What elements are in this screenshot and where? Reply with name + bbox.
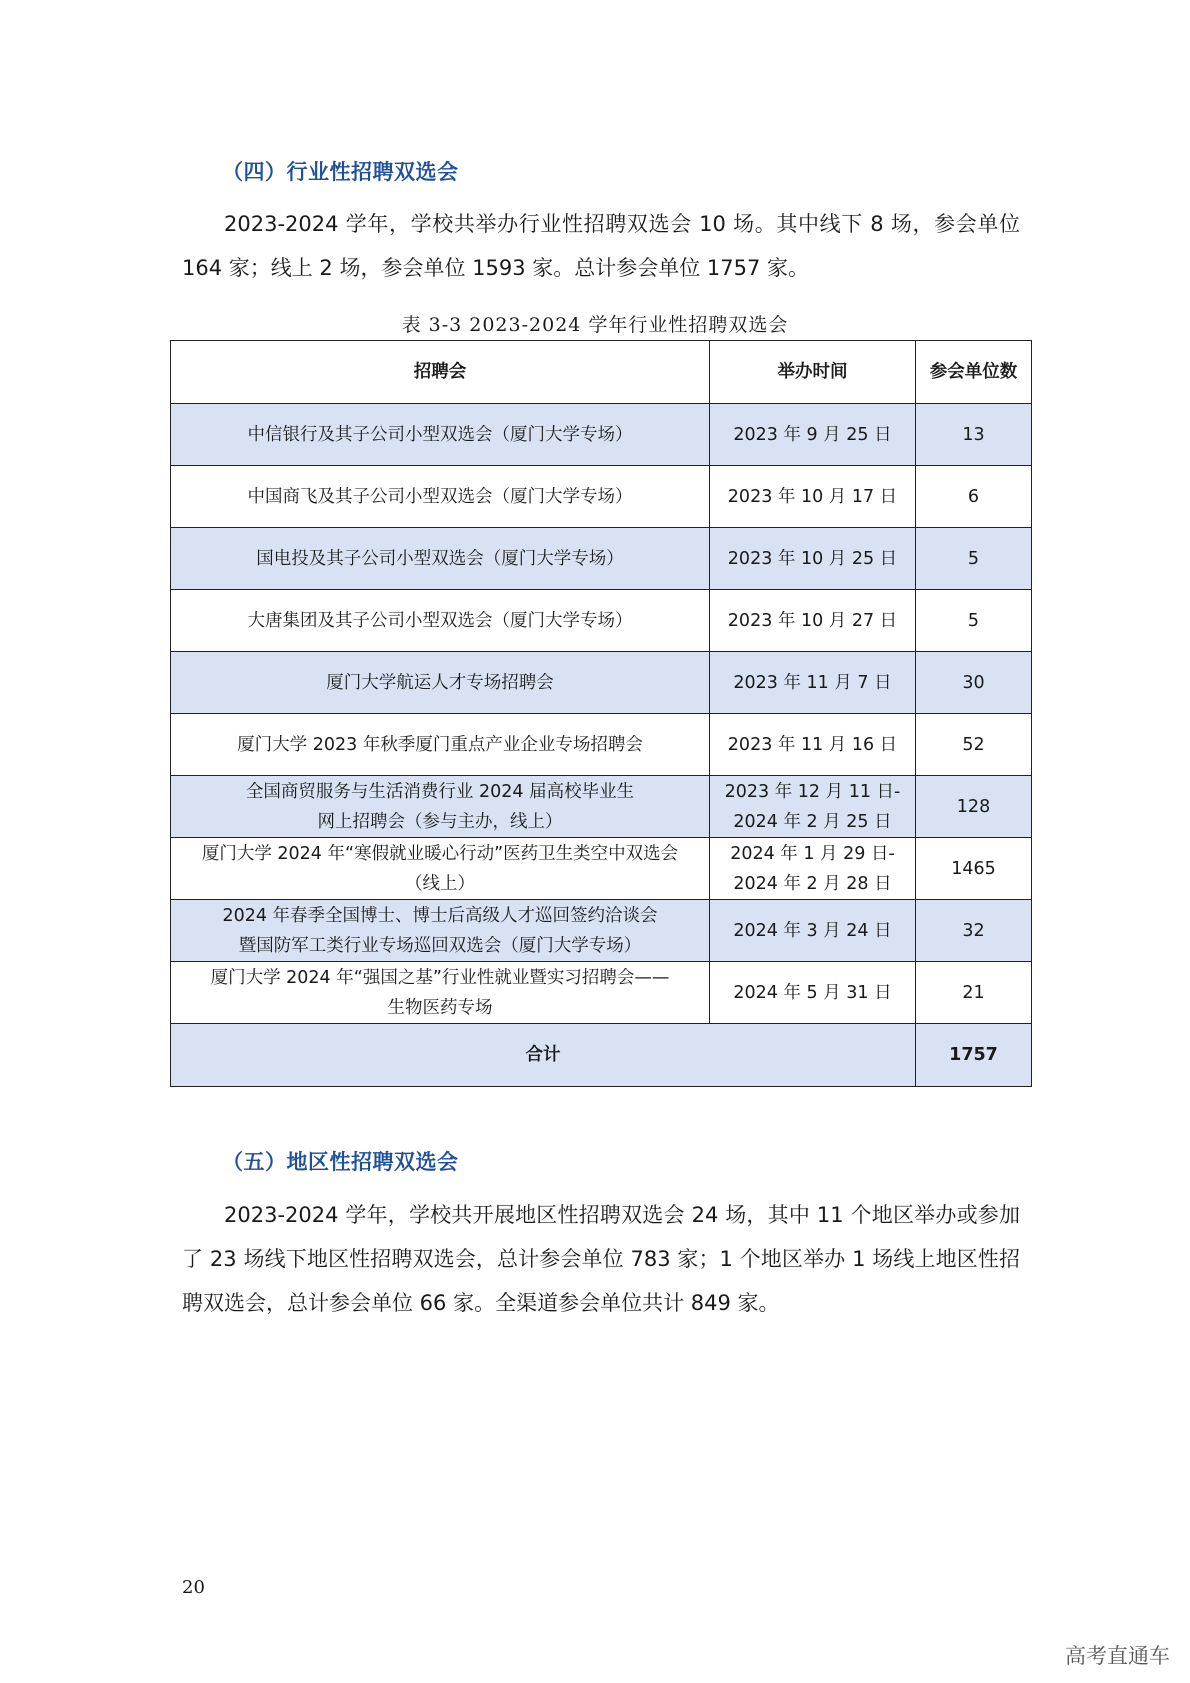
count-cell: 32 [916, 900, 1032, 962]
date-cell-line: 2024 年 1 月 29 日- [730, 843, 895, 864]
watermark: 高考直通车 [1065, 1644, 1170, 1668]
header-date: 举办时间 [710, 341, 916, 404]
count-cell: 21 [916, 962, 1032, 1024]
date-cell-line: 2023 年 10 月 17 日 [727, 486, 898, 507]
total-label: 合计 [171, 1024, 916, 1087]
date-cell-line: 2023 年 10 月 27 日 [727, 610, 898, 631]
date-cell [710, 838, 916, 900]
header-fair-name: 招聘会 [171, 341, 710, 404]
table-row [171, 838, 1032, 900]
count-cell: 128 [916, 776, 1032, 838]
fair-name-cell [171, 590, 710, 652]
date-cell-line: 2023 年 11 月 16 日 [727, 734, 898, 755]
count-cell: 5 [916, 528, 1032, 590]
fair-name-cell [171, 528, 710, 590]
section-4-paragraph: 2023-2024 学年，学校共举办行业性招聘双选会 10 场。其中线下 8 场，参会单位 164 家；线上 2 场，参会单位 1593 家。总计参会单位 1757 家。 [182, 212, 1020, 280]
date-cell [710, 652, 916, 714]
table-total-row [171, 1024, 1032, 1087]
fair-name-cell-line: （线上） [405, 873, 475, 894]
table-row [171, 404, 1032, 466]
fair-name-cell [171, 466, 710, 528]
fair-name-cell-line: 厦门大学 2024 年“寒假就业暖心行动”医药卫生类空中双选会 [201, 843, 679, 864]
fair-name-cell [171, 776, 710, 838]
table-row [171, 900, 1032, 962]
fair-name-cell [171, 900, 710, 962]
fair-name-cell-line: 网上招聘会（参与主办，线上） [317, 811, 563, 832]
fair-name-cell-line: 厦门大学 2023 年秋季厦门重点产业企业专场招聘会 [237, 734, 643, 755]
date-cell [710, 404, 916, 466]
section-4-heading: （四）行业性招聘双选会 [222, 160, 459, 184]
count-cell: 30 [916, 652, 1032, 714]
date-cell-line: 2023 年 9 月 25 日 [733, 424, 892, 445]
date-cell [710, 962, 916, 1024]
date-cell-line: 2024 年 2 月 28 日 [733, 873, 892, 894]
total-value: 1757 [916, 1024, 1032, 1087]
fair-name-cell-line: 2024 年春季全国博士、博士后高级人才巡回签约洽谈会 [222, 905, 658, 926]
date-cell-line: 2024 年 5 月 31 日 [733, 982, 892, 1003]
fair-name-cell-line: 中信银行及其子公司小型双选会（厦门大学专场） [247, 424, 633, 445]
fair-name-cell-line: 厦门大学 2024 年“强国之基”行业性就业暨实习招聘会—— [210, 967, 670, 988]
count-cell: 1465 [916, 838, 1032, 900]
date-cell-line: 2024 年 2 月 25 日 [733, 811, 892, 832]
date-cell-line: 2024 年 3 月 24 日 [733, 920, 892, 941]
date-cell-line: 2023 年 11 月 7 日 [733, 672, 892, 693]
table-body [171, 404, 1032, 1024]
fair-name-cell-line: 全国商贸服务与生活消费行业 2024 届高校毕业生 [245, 781, 635, 802]
date-cell-line: 2023 年 10 月 25 日 [727, 548, 898, 569]
table-row [171, 528, 1032, 590]
fair-name-cell-line: 暨国防军工类行业专场巡回双选会（厦门大学专场） [238, 935, 642, 956]
fair-name-cell [171, 714, 710, 776]
date-cell [710, 528, 916, 590]
count-cell: 5 [916, 590, 1032, 652]
section-5-heading: （五）地区性招聘双选会 [222, 1150, 459, 1174]
table-row [171, 652, 1032, 714]
count-cell: 13 [916, 404, 1032, 466]
table-row [171, 466, 1032, 528]
fair-name-cell [171, 652, 710, 714]
table-header-row [171, 341, 1032, 404]
header-count: 参会单位数 [916, 341, 1032, 404]
fair-name-cell-line: 国电投及其子公司小型双选会（厦门大学专场） [256, 548, 624, 569]
table-row [171, 776, 1032, 838]
fair-name-cell-line: 生物医药专场 [387, 997, 493, 1018]
date-cell-line: 2023 年 12 月 11 日- [724, 781, 901, 802]
table-row [171, 714, 1032, 776]
fair-name-cell-line: 厦门大学航运人才专场招聘会 [326, 672, 554, 693]
fair-name-cell [171, 962, 710, 1024]
section-5-paragraph: 2023-2024 学年，学校共开展地区性招聘双选会 24 场，其中 11 个地区举办或参加了 23 场线下地区性招聘双选会，总计参会单位 783 家；1 个地区举办 1 场线上地区性招聘双选会，总计参会单位 66 家。全渠道参会单位共计 849 家。 [182, 1203, 1020, 1315]
fair-name-cell [171, 838, 710, 900]
job-fair-table [170, 340, 1032, 1087]
date-cell [710, 776, 916, 838]
fair-name-cell-line: 大唐集团及其子公司小型双选会（厦门大学专场） [247, 610, 633, 631]
date-cell [710, 466, 916, 528]
count-cell: 6 [916, 466, 1032, 528]
page-number: 20 [182, 1577, 205, 1598]
table-row [171, 590, 1032, 652]
date-cell [710, 900, 916, 962]
table-row [171, 962, 1032, 1024]
table-caption: 表 3-3 2023-2024 学年行业性招聘双选会 [401, 314, 789, 336]
date-cell [710, 590, 916, 652]
date-cell [710, 714, 916, 776]
count-cell: 52 [916, 714, 1032, 776]
fair-name-cell-line: 中国商飞及其子公司小型双选会（厦门大学专场） [247, 486, 633, 507]
fair-name-cell [171, 404, 710, 466]
